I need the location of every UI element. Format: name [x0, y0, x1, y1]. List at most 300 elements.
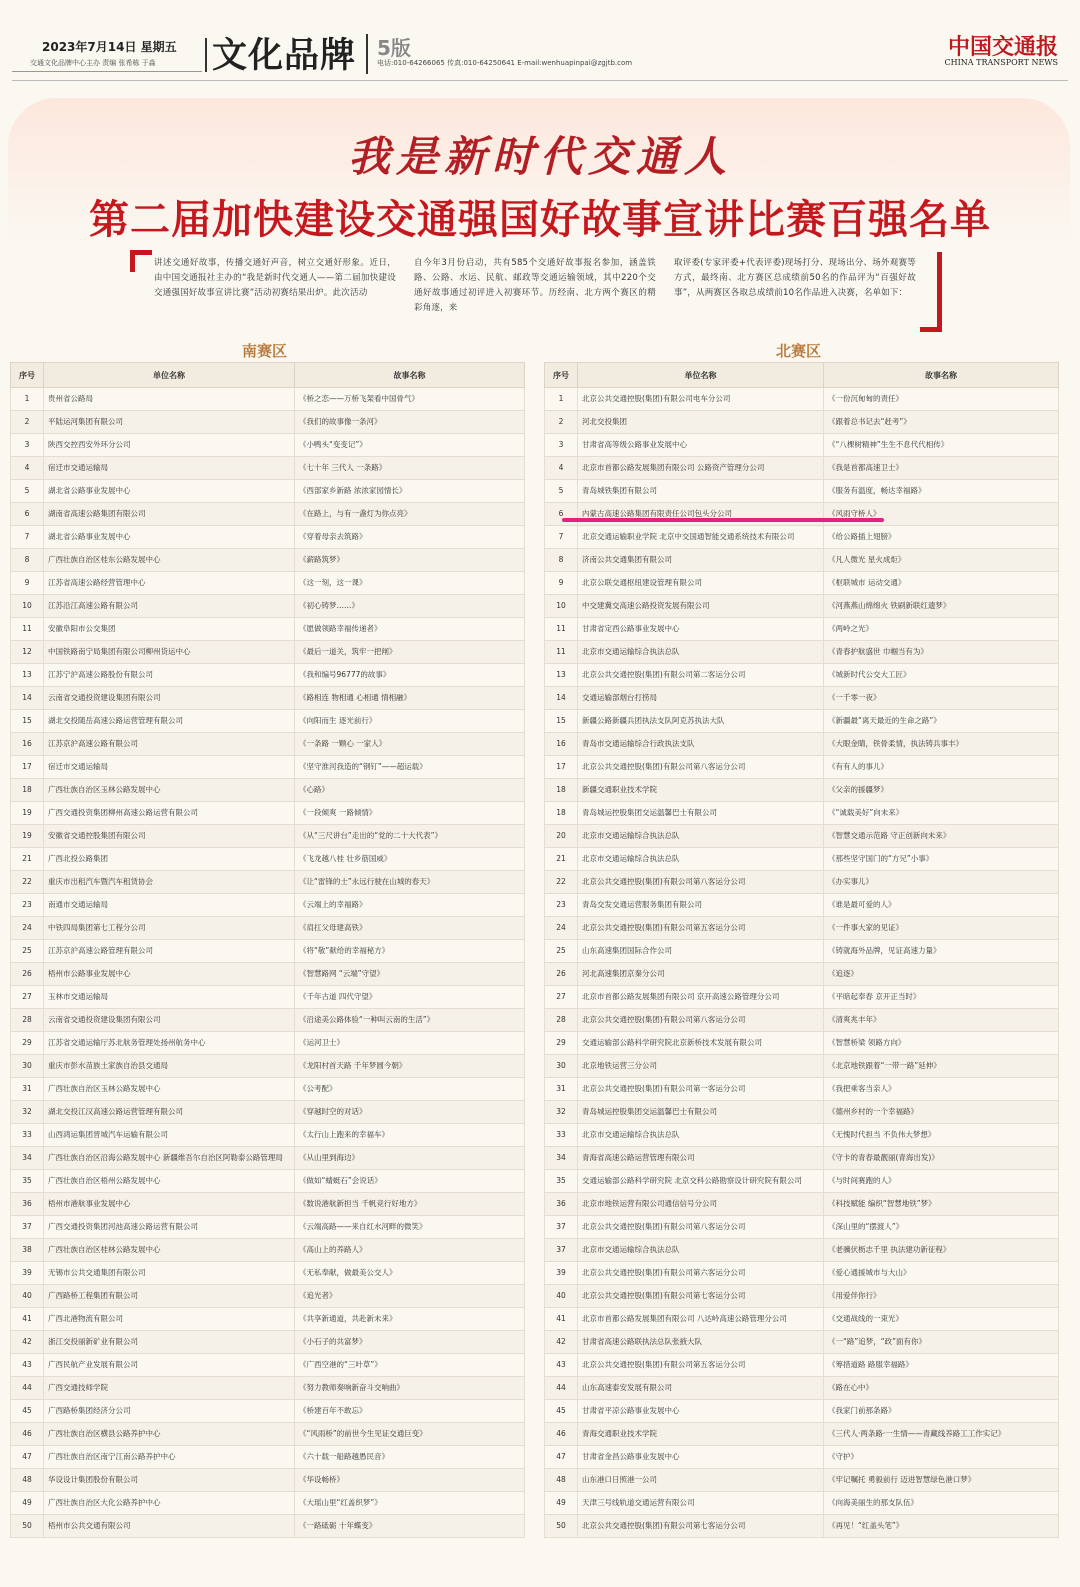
table-row [11, 940, 525, 963]
unit-name-cell: 北京公共交通控股(集团)有限公司第八客运分公司 [578, 1216, 824, 1239]
story-title-cell: 《两岭之光》 [824, 618, 1059, 641]
table-row [545, 1377, 1059, 1400]
rank-cell: 47 [11, 1446, 44, 1469]
unit-name-cell: 梧州市公路事业发展中心 [44, 963, 295, 986]
rank-cell: 14 [545, 687, 578, 710]
story-title-cell: 《路在心中》 [824, 1377, 1059, 1400]
table-row [11, 1170, 525, 1193]
unit-name-cell: 青岛城运控股集团交运温馨巴士有限公司 [578, 802, 824, 825]
table-row [545, 986, 1059, 1009]
unit-name-cell: 宿迁市交通运输局 [44, 457, 295, 480]
table-row [11, 687, 525, 710]
table-row [545, 1400, 1059, 1423]
story-title-cell: 《一路砥砺 十年蝶变》 [295, 1515, 525, 1538]
rank-cell: 10 [11, 595, 44, 618]
unit-name-cell: 青海省高速公路运营管理有限公司 [578, 1147, 824, 1170]
rank-cell: 26 [11, 963, 44, 986]
rank-cell: 44 [11, 1377, 44, 1400]
rank-cell: 3 [11, 434, 44, 457]
table-row [545, 1492, 1059, 1515]
rank-cell: 35 [545, 1170, 578, 1193]
story-title-cell: 《“诚载美好”向未来》 [824, 802, 1059, 825]
table-row [545, 1515, 1059, 1538]
table-row [545, 1469, 1059, 1492]
rank-cell: 37 [545, 1216, 578, 1239]
rank-cell: 30 [11, 1055, 44, 1078]
rank-cell: 4 [11, 457, 44, 480]
table-row [11, 388, 525, 411]
rank-cell: 31 [545, 1078, 578, 1101]
unit-name-cell: 交通运输部公路科学研究院北京新桥技术发展有限公司 [578, 1032, 824, 1055]
rank-cell: 24 [11, 917, 44, 940]
rank-cell: 33 [11, 1124, 44, 1147]
rank-cell: 16 [11, 733, 44, 756]
story-title-cell: 《老骥伏枥志千里 执法建功新征程》 [824, 1239, 1059, 1262]
table-row [11, 894, 525, 917]
north-ranking-table [544, 362, 1059, 1538]
table-row [545, 641, 1059, 664]
unit-name-cell: 玉林市交通运输局 [44, 986, 295, 1009]
rank-cell: 23 [11, 894, 44, 917]
unit-name-cell: 甘肃省定西公路事业发展中心 [578, 618, 824, 641]
unit-name-cell: 北京地铁运营三分公司 [578, 1055, 824, 1078]
story-title-cell: 《我把乘客当亲人》 [824, 1078, 1059, 1101]
bracket-bottom-right-vertical [937, 252, 942, 332]
table-row [545, 1239, 1059, 1262]
rank-cell: 32 [545, 1101, 578, 1124]
unit-name-cell: 广西交通技师学院 [44, 1377, 295, 1400]
table-row [11, 457, 525, 480]
rank-cell: 30 [545, 1055, 578, 1078]
story-title-cell: 《一件事大家的见证》 [824, 917, 1059, 940]
story-title-cell: 《千年古道 四代守望》 [295, 986, 525, 1009]
table-row [545, 779, 1059, 802]
rank-cell: 28 [11, 1009, 44, 1032]
unit-name-cell: 广西北港物流有限公司 [44, 1308, 295, 1331]
story-title-cell: 《爱心通援城市与大山》 [824, 1262, 1059, 1285]
table-row [11, 1216, 525, 1239]
unit-name-cell: 湖北交投随岳高速公路运营管理有限公司 [44, 710, 295, 733]
unit-name-cell: 新疆公路新疆兵团执法支队阿克苏执法大队 [578, 710, 824, 733]
story-title-cell: 《共享新通道，共赴新未来》 [295, 1308, 525, 1331]
table-row [11, 1515, 525, 1538]
column-header-story: 故事名称 [824, 363, 1059, 388]
table-row [11, 1308, 525, 1331]
table-row [545, 1193, 1059, 1216]
rank-cell: 6 [11, 503, 44, 526]
rank-cell: 14 [11, 687, 44, 710]
story-title-cell: 《无愧时代担当 不负伟大梦想》 [824, 1124, 1059, 1147]
rank-cell: 12 [11, 641, 44, 664]
unit-name-cell: 北京公共交通控股(集团)有限公司第七客运分公司 [578, 1285, 824, 1308]
unit-name-cell: 湖南省高速公路集团有限公司 [44, 503, 295, 526]
story-title-cell: 《我们的故事像一条河》 [295, 411, 525, 434]
rank-cell: 50 [11, 1515, 44, 1538]
table-row [545, 457, 1059, 480]
unit-name-cell: 山东高速泰安发展有限公司 [578, 1377, 824, 1400]
story-title-cell: 《一条路 一颗心 一家人》 [295, 733, 525, 756]
unit-name-cell: 北京市交通运输综合执法总队 [578, 1124, 824, 1147]
table-row [545, 871, 1059, 894]
story-title-cell: 《小鸭头“变变记”》 [295, 434, 525, 457]
story-title-cell: 《穿着母亲去筑路》 [295, 526, 525, 549]
unit-name-cell: 中国铁路南宁局集团有限公司柳州货运中心 [44, 641, 295, 664]
table-row [545, 1032, 1059, 1055]
table-row [545, 848, 1059, 871]
unit-name-cell: 贵州省公路局 [44, 388, 295, 411]
story-title-cell: 《云端上的幸福路》 [295, 894, 525, 917]
table-row [545, 733, 1059, 756]
table-row [545, 1216, 1059, 1239]
story-title-cell: 《让“雷锋的士”永远行驶在山城的春天》 [295, 871, 525, 894]
table-row [545, 917, 1059, 940]
table-row [545, 503, 1059, 526]
story-title-cell: 《路相连 物相通 心相通 情相融》 [295, 687, 525, 710]
unit-name-cell: 北京市交通运输综合执法总队 [578, 825, 824, 848]
story-title-cell: 《有有人的事儿》 [824, 756, 1059, 779]
story-title-cell: 《云端高路——来自红水河畔的微笑》 [295, 1216, 525, 1239]
story-title-cell: 《德州乡村的一个幸福路》 [824, 1101, 1059, 1124]
unit-name-cell: 湖北省公路事业发展中心 [44, 480, 295, 503]
rank-cell: 27 [545, 986, 578, 1009]
table-row [11, 411, 525, 434]
story-title-cell: 《飞龙越八桂 壮乡筋国威》 [295, 848, 525, 871]
story-title-cell: 《凡人微光 星火成炬》 [824, 549, 1059, 572]
unit-name-cell: 江苏沿江高速公路有限公司 [44, 595, 295, 618]
table-row [11, 1285, 525, 1308]
table-row [11, 526, 525, 549]
rank-cell: 37 [545, 1239, 578, 1262]
rank-cell: 11 [545, 641, 578, 664]
rank-cell: 25 [11, 940, 44, 963]
table-header-row [545, 363, 1059, 388]
table-row [11, 1423, 525, 1446]
story-title-cell: 《一“路”追梦，“政”面有你》 [824, 1331, 1059, 1354]
story-title-cell: 《努力教师奏响新奋斗交响曲》 [295, 1377, 525, 1400]
unit-name-cell: 南通市交通运输局 [44, 894, 295, 917]
unit-name-cell: 北京公共交通控股(集团)有限公司电车分公司 [578, 388, 824, 411]
story-title-cell: 《我和编号96777的故事》 [295, 664, 525, 687]
unit-name-cell: 山西鸿运集团晋城汽车运输有限公司 [44, 1124, 295, 1147]
rank-cell: 49 [11, 1492, 44, 1515]
table-row [545, 1009, 1059, 1032]
unit-name-cell: 广西壮族自治区桂东公路发展中心 [44, 549, 295, 572]
unit-name-cell: 甘肃省高速公路联执法总队张掖大队 [578, 1331, 824, 1354]
story-title-cell: 《穿越时空的对话》 [295, 1101, 525, 1124]
story-title-cell: 《青春护航盛世 巾帼当有为》 [824, 641, 1059, 664]
story-title-cell: 《智慧桥梁 领路方向》 [824, 1032, 1059, 1055]
column-header-story: 故事名称 [295, 363, 525, 388]
rank-cell: 13 [545, 664, 578, 687]
story-title-cell: 《我家门前那条路》 [824, 1400, 1059, 1423]
rank-cell: 41 [545, 1308, 578, 1331]
unit-name-cell: 北京市首都公路发展集团有限公司 公路资产管理分公司 [578, 457, 824, 480]
column-header-unit: 单位名称 [578, 363, 824, 388]
table-row [11, 1400, 525, 1423]
story-title-cell: 《向海美丽生的那支队伍》 [824, 1492, 1059, 1515]
rank-cell: 32 [11, 1101, 44, 1124]
rank-cell: 15 [545, 710, 578, 733]
unit-name-cell: 广西壮族自治区梧州公路发展中心 [44, 1170, 295, 1193]
table-row [545, 1078, 1059, 1101]
rank-cell: 11 [11, 618, 44, 641]
unit-name-cell: 重庆市彭水苗族土家族自治县交通局 [44, 1055, 295, 1078]
rank-cell: 34 [11, 1147, 44, 1170]
rank-cell: 35 [11, 1170, 44, 1193]
unit-name-cell: 广西路桥集团经济分公司 [44, 1400, 295, 1423]
table-row [11, 779, 525, 802]
intro-box [130, 250, 942, 332]
table-row [11, 1032, 525, 1055]
story-title-cell: 《我是首都高速卫士》 [824, 457, 1059, 480]
rank-cell: 26 [545, 963, 578, 986]
story-title-cell: 《父亲的援疆梦》 [824, 779, 1059, 802]
story-title-cell: 《跟着总书记去“赶考”》 [824, 411, 1059, 434]
rank-cell: 20 [545, 825, 578, 848]
story-title-cell: 《“风雨桥”的前世今生见证交通巨变》 [295, 1423, 525, 1446]
rank-cell: 16 [545, 733, 578, 756]
unit-name-cell: 北京公共交通控股(集团)有限公司第五客运分公司 [578, 1354, 824, 1377]
rank-cell: 2 [11, 411, 44, 434]
rank-cell: 36 [11, 1193, 44, 1216]
unit-name-cell: 北京公共交通控股(集团)有限公司第八客运分公司 [578, 871, 824, 894]
story-title-cell: 《智慧交通示范路 守正创新向未来》 [824, 825, 1059, 848]
unit-name-cell: 广西路桥工程集团有限公司 [44, 1285, 295, 1308]
rank-cell: 4 [545, 457, 578, 480]
unit-name-cell: 华设设计集团股份有限公司 [44, 1469, 295, 1492]
unit-name-cell: 无锡市公共交通集团有限公司 [44, 1262, 295, 1285]
story-title-cell: 《做如“蜻蜓石”会说话》 [295, 1170, 525, 1193]
story-title-cell: 《向阳而生 逐光前行》 [295, 710, 525, 733]
rank-cell: 29 [11, 1032, 44, 1055]
table-row [11, 434, 525, 457]
table-row [11, 572, 525, 595]
table-row [545, 1147, 1059, 1170]
rank-cell: 43 [11, 1354, 44, 1377]
story-title-cell: 《华设畅桥》 [295, 1469, 525, 1492]
newspaper-logo: 中国交通报 [947, 34, 1058, 60]
unit-name-cell: 北京公共交通控股(集团)有限公司第一客运分公司 [578, 1078, 824, 1101]
rank-cell: 1 [11, 388, 44, 411]
story-title-cell: 《与时间赛跑的人》 [824, 1170, 1059, 1193]
unit-name-cell: 山东港口日照港一公司 [578, 1469, 824, 1492]
bracket-top-left-vertical [130, 250, 135, 272]
contact-info: 电话:010-64266065 传真:010-64250641 E-mail:wenhuapinpai@zgjtb.com [377, 59, 633, 67]
unit-name-cell: 云南省交通投资建设集团有限公司 [44, 1009, 295, 1032]
unit-name-cell: 云南省交通投资建设集团有限公司 [44, 687, 295, 710]
table-row [545, 963, 1059, 986]
unit-name-cell: 甘肃省高等级公路事业发展中心 [578, 434, 824, 457]
rank-cell: 9 [11, 572, 44, 595]
table-row [11, 1124, 525, 1147]
rank-cell: 11 [545, 618, 578, 641]
unit-name-cell: 北京交通运输职业学院 北京中交国通智能交通系统技术有限公司 [578, 526, 824, 549]
story-title-cell: 《筹措道路 路服幸福路》 [824, 1354, 1059, 1377]
story-title-cell: 《平暗起奉春 京开正当时》 [824, 986, 1059, 1009]
unit-name-cell: 平陆运河集团有限公司 [44, 411, 295, 434]
story-title-cell: 《愿做领路幸福传递者》 [295, 618, 525, 641]
unit-name-cell: 青岛城运控股集团交运温馨巴士有限公司 [578, 1101, 824, 1124]
rank-cell: 6 [545, 503, 578, 526]
rank-cell: 41 [11, 1308, 44, 1331]
story-title-cell: 《用爱伴你行》 [824, 1285, 1059, 1308]
table-row [11, 1469, 525, 1492]
unit-name-cell: 宿迁市交通运输局 [44, 756, 295, 779]
unit-name-cell: 江苏京沪高速公路管理有限公司 [44, 940, 295, 963]
unit-name-cell: 广西交通投资集团柳州高速公路运营有限公司 [44, 802, 295, 825]
unit-name-cell: 安徽省交通控股集团有限公司 [44, 825, 295, 848]
unit-name-cell: 北京市交通运输综合执法总队 [578, 641, 824, 664]
table-row [11, 848, 525, 871]
story-title-cell: 《沿途美公路体验“一种叫云南的生活”》 [295, 1009, 525, 1032]
unit-name-cell: 中交建冀交高速公路投资发展有限公司 [578, 595, 824, 618]
story-title-cell: 《薪路筑梦》 [295, 549, 525, 572]
story-title-cell: 《桥建百年不敢忘》 [295, 1400, 525, 1423]
unit-name-cell: 广西北投公路集团 [44, 848, 295, 871]
rank-cell: 7 [545, 526, 578, 549]
rank-cell: 31 [11, 1078, 44, 1101]
story-title-cell: 《在路上，与有一盏灯为你点亮》 [295, 503, 525, 526]
story-title-cell: 《追逐》 [824, 963, 1059, 986]
unit-name-cell: 江苏宁沪高速公路股份有限公司 [44, 664, 295, 687]
rank-cell: 33 [545, 1124, 578, 1147]
rank-cell: 34 [545, 1147, 578, 1170]
table-row [11, 986, 525, 1009]
south-ranking-table [10, 362, 525, 1538]
story-title-cell: 《风雨守桥人》 [824, 503, 1059, 526]
rank-cell: 8 [11, 549, 44, 572]
story-title-cell: 《新疆最“离天最近的生命之路”》 [824, 710, 1059, 733]
story-title-cell: 《北京地铁跟着“一带一路”延伸》 [824, 1055, 1059, 1078]
rank-cell: 8 [545, 549, 578, 572]
table-row [11, 1101, 525, 1124]
unit-name-cell: 新疆交通职业技术学院 [578, 779, 824, 802]
table-row [11, 1331, 525, 1354]
rank-cell: 19 [11, 802, 44, 825]
story-title-cell: 《西部家乡新路 浓浓家园情长》 [295, 480, 525, 503]
rank-cell: 37 [11, 1216, 44, 1239]
table-row [11, 756, 525, 779]
rank-cell: 17 [545, 756, 578, 779]
unit-name-cell: 湖北交投江汉高速公路运营管理有限公司 [44, 1101, 295, 1124]
table-row [545, 480, 1059, 503]
table-row [11, 1239, 525, 1262]
unit-name-cell: 湖北省公路事业发展中心 [44, 526, 295, 549]
unit-name-cell: 内蒙古高速公路集团有限责任公司包头分公司 [578, 503, 824, 526]
editor-credit: 交通文化品牌中心主办 责编 张希栋 于淼 [30, 59, 156, 67]
story-title-cell: 《小石子的共富梦》 [295, 1331, 525, 1354]
rank-cell: 48 [11, 1469, 44, 1492]
story-title-cell: 《运河卫士》 [295, 1032, 525, 1055]
newspaper-logo-en: CHINA TRANSPORT NEWS [944, 58, 1058, 67]
story-title-cell: 《初心铸梦……》 [295, 595, 525, 618]
story-title-cell: 《那些坚守国门的“方兄”小事》 [824, 848, 1059, 871]
story-title-cell: 《办实事儿》 [824, 871, 1059, 894]
table-row [545, 756, 1059, 779]
unit-name-cell: 青岛城铁集团有限公司 [578, 480, 824, 503]
rank-cell: 23 [545, 894, 578, 917]
table-row [545, 1446, 1059, 1469]
rank-cell: 15 [11, 710, 44, 733]
table-row [11, 917, 525, 940]
story-title-cell: 《太行山上跑来的幸福车》 [295, 1124, 525, 1147]
unit-name-cell: 北京公共交通控股(集团)有限公司第八客运分公司 [578, 1009, 824, 1032]
story-title-cell: 《三代人·两条路·一生情——青藏线养路工工作实记》 [824, 1423, 1059, 1446]
unit-name-cell: 广西交通投资集团河池高速公路运营有限公司 [44, 1216, 295, 1239]
story-title-cell: 《智慧路网 “云端”守望》 [295, 963, 525, 986]
rank-cell: 9 [545, 572, 578, 595]
highlight-underline [562, 518, 884, 522]
page-number: 5版 [377, 36, 411, 60]
table-row [545, 1354, 1059, 1377]
unit-name-cell: 广西壮族自治区大化公路养护中心 [44, 1492, 295, 1515]
unit-name-cell: 江苏省交通运输厅苏北航务管理处扬州航务中心 [44, 1032, 295, 1055]
rank-cell: 2 [545, 411, 578, 434]
story-title-cell: 《七十年 三代人 一条路》 [295, 457, 525, 480]
page-headline: 第二届加快建设交通强国好故事宣讲比赛百强名单 [89, 197, 991, 243]
unit-name-cell: 交通运输部公路科学研究院 北京交科公路勘察设计研究院有限公司 [578, 1170, 824, 1193]
rank-cell: 25 [545, 940, 578, 963]
story-title-cell: 《再见！“红盖头笔”》 [824, 1515, 1059, 1538]
table-row [11, 802, 525, 825]
table-row [545, 526, 1059, 549]
story-title-cell: 《守卡的青春最靓丽(青海出发)》 [824, 1147, 1059, 1170]
north-zone-title: 北赛区 [776, 342, 822, 360]
table-row [11, 664, 525, 687]
story-title-cell: 《无私奉献，做最美公交人》 [295, 1262, 525, 1285]
table-row [11, 595, 525, 618]
rank-cell: 3 [545, 434, 578, 457]
story-title-cell: 《桥之恋——万桥飞架看中国骨气》 [295, 388, 525, 411]
table-row [11, 871, 525, 894]
table-row [545, 1101, 1059, 1124]
story-title-cell: 《城新时代公交大工匠》 [824, 664, 1059, 687]
unit-name-cell: 北京公共交通控股(集团)有限公司第五客运分公司 [578, 917, 824, 940]
story-title-cell: 《从“三尺讲台”走出的“党的二十大代表”》 [295, 825, 525, 848]
masthead-divider-2 [366, 34, 368, 74]
table-row [11, 618, 525, 641]
table-row [11, 549, 525, 572]
story-title-cell: 《深山里的“摆渡人”》 [824, 1216, 1059, 1239]
story-title-cell: 《最后一道关，筑牢一把闸》 [295, 641, 525, 664]
rank-cell: 29 [545, 1032, 578, 1055]
unit-name-cell: 青岛市交通运输综合行政执法支队 [578, 733, 824, 756]
story-title-cell: 《这一刻，这一课》 [295, 572, 525, 595]
rank-cell: 42 [11, 1331, 44, 1354]
rank-cell: 24 [545, 917, 578, 940]
table-row [545, 1262, 1059, 1285]
column-header-unit: 单位名称 [44, 363, 295, 388]
table-row [545, 1124, 1059, 1147]
unit-name-cell: 北京公共交通控股(集团)有限公司第八客运分公司 [578, 756, 824, 779]
story-title-cell: 《铸就海外品牌，见证高速力量》 [824, 940, 1059, 963]
rank-cell: 40 [545, 1285, 578, 1308]
rank-cell: 5 [11, 480, 44, 503]
unit-name-cell: 青海交通职业技术学院 [578, 1423, 824, 1446]
rank-cell: 42 [545, 1331, 578, 1354]
section-title: 文化品牌 [212, 35, 357, 76]
table-row [11, 1492, 525, 1515]
rank-cell: 21 [11, 848, 44, 871]
table-row [11, 1055, 525, 1078]
rank-cell: 19 [11, 825, 44, 848]
table-row [545, 1331, 1059, 1354]
story-title-cell: 《将“敬”献给的幸福秘方》 [295, 940, 525, 963]
unit-name-cell: 梧州市港航事业发展中心 [44, 1193, 295, 1216]
story-title-cell: 《公考配》 [295, 1078, 525, 1101]
unit-name-cell: 广西壮族自治区横县公路养护中心 [44, 1423, 295, 1446]
table-row [11, 1009, 525, 1032]
